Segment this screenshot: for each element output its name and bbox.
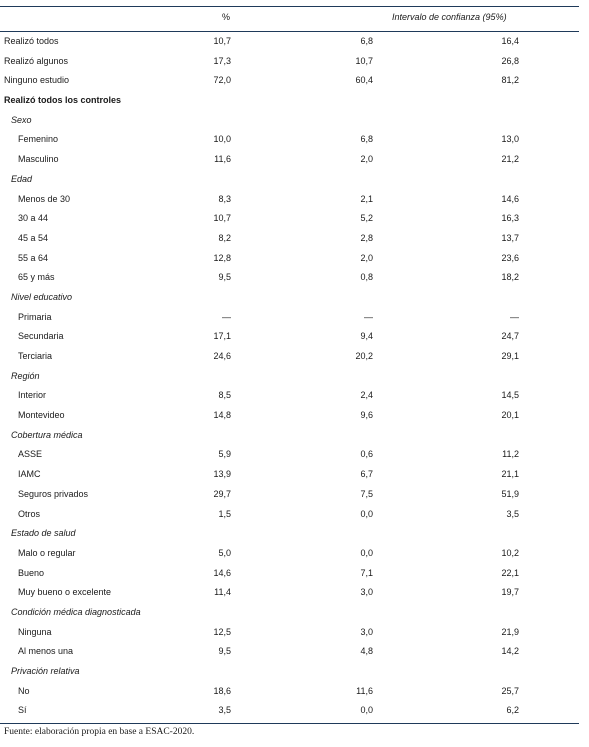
table-row (0, 91, 579, 111)
table-body (0, 32, 579, 721)
value-percent: 10,0 (213, 134, 231, 145)
value-ci-lower: 10,7 (355, 55, 373, 66)
row-label: Bueno (18, 567, 45, 578)
value-percent: 17,3 (213, 55, 231, 66)
table-row (0, 229, 579, 249)
value-percent: 1,5 (218, 508, 231, 519)
source-note: Fuente: elaboración propia en base a ESAC-2020. (4, 727, 195, 737)
header-confidence-interval: Intervalo de confianza (95%) (392, 12, 507, 22)
table-row (0, 130, 579, 150)
table-row (0, 544, 579, 564)
value-ci-lower: 3,0 (360, 587, 373, 598)
value-ci-upper: 14,5 (501, 390, 519, 401)
value-percent: 29,7 (213, 488, 231, 499)
value-ci-upper: 14,6 (501, 193, 519, 204)
value-ci-lower: 9,6 (360, 410, 373, 421)
value-ci-lower: 0,6 (360, 449, 373, 460)
table-row (0, 445, 579, 465)
value-percent: 72,0 (213, 75, 231, 86)
value-ci-upper: 11,2 (502, 449, 519, 460)
value-ci-lower: 6,7 (360, 469, 373, 480)
value-ci-upper: 13,0 (501, 134, 519, 145)
row-label: Privación relativa (11, 666, 80, 676)
value-percent: 12,5 (213, 626, 231, 637)
value-ci-lower: 2,1 (360, 193, 373, 204)
table-row (0, 583, 579, 603)
value-ci-lower: 7,5 (360, 488, 373, 499)
row-label: ASSE (18, 449, 43, 460)
row-label: Estado de salud (11, 528, 76, 539)
data-table (0, 6, 579, 724)
row-label: Menos de 30 (18, 193, 71, 204)
value-ci-upper: 29,1 (501, 351, 519, 361)
table-row (0, 209, 579, 229)
table-header (0, 6, 579, 32)
row-label: Realizó todos los controles (4, 95, 122, 106)
row-label: Ninguna (18, 626, 52, 637)
table-row (0, 406, 579, 426)
value-ci-lower: 11,6 (356, 685, 373, 696)
table-row (0, 249, 579, 269)
table-row (0, 701, 579, 721)
value-ci-upper: 16,3 (501, 213, 519, 224)
value-ci-lower: 60,4 (355, 75, 373, 86)
table-row (0, 32, 579, 52)
table-row (0, 367, 579, 387)
value-percent: 14,6 (213, 567, 231, 578)
row-label: Masculino (18, 154, 59, 165)
table-row (0, 327, 579, 347)
value-ci-upper: 16,4 (501, 36, 519, 46)
row-label: Sexo (11, 114, 32, 125)
table-row (0, 623, 579, 643)
table-row (0, 52, 579, 72)
row-label: Ninguno estudio (4, 75, 70, 86)
row-label: Región (11, 370, 40, 381)
value-ci-lower: 20,2 (355, 351, 373, 361)
value-percent: 13,9 (213, 469, 231, 480)
value-percent: 10,7 (213, 36, 231, 46)
row-label: 65 y más (18, 272, 55, 283)
value-ci-upper: 10,2 (501, 547, 519, 558)
value-percent: 10,7 (213, 213, 231, 224)
row-label: 30 a 44 (18, 213, 49, 224)
row-label: Malo o regular (18, 547, 76, 558)
value-ci-upper: 6,2 (506, 705, 519, 716)
row-label: IAMC (18, 469, 41, 480)
value-ci-upper: 26,8 (501, 55, 519, 66)
row-label: Femenino (18, 134, 59, 145)
row-label: Al menos una (18, 646, 74, 657)
table-bottom-rule (0, 723, 579, 724)
row-label: Condición médica diagnosticada (11, 606, 141, 617)
value-ci-upper: 3,5 (506, 508, 519, 519)
row-label: Terciaria (18, 351, 53, 361)
value-ci-lower: 2,0 (360, 252, 373, 263)
value-percent: 8,3 (218, 193, 231, 204)
value-percent: 9,5 (218, 646, 231, 657)
value-ci-upper: 25,7 (501, 685, 519, 696)
value-ci-lower: 2,4 (360, 390, 373, 401)
value-percent: 17,1 (213, 331, 231, 342)
value-ci-lower: 0,0 (360, 705, 373, 716)
value-ci-lower: 0,8 (360, 272, 373, 283)
row-label: Primaria (18, 311, 52, 322)
value-percent: 11,6 (214, 154, 231, 165)
value-percent: 5,9 (218, 449, 231, 460)
value-ci-lower: — (364, 311, 373, 322)
row-label: 55 a 64 (18, 252, 49, 263)
table-row (0, 642, 579, 662)
row-label: No (18, 685, 30, 696)
value-ci-upper: 21,2 (501, 154, 519, 165)
value-ci-upper: 20,1 (501, 410, 519, 421)
table-row (0, 505, 579, 525)
value-ci-lower: 2,8 (360, 232, 373, 243)
table-row (0, 564, 579, 584)
value-ci-upper: — (510, 311, 519, 322)
value-ci-lower: 3,0 (360, 626, 373, 637)
value-ci-upper: 19,7 (501, 587, 519, 598)
table-row (0, 308, 579, 328)
row-label: Nivel educativo (11, 291, 73, 302)
table-row (0, 485, 579, 505)
row-label: Interior (18, 390, 47, 401)
value-ci-upper: 21,1 (501, 469, 519, 480)
row-label: Muy bueno o excelente (18, 587, 112, 598)
value-ci-upper: 51,9 (501, 488, 519, 499)
table-row (0, 524, 579, 544)
value-percent: 5,0 (218, 547, 231, 558)
value-ci-lower: 2,0 (360, 154, 373, 165)
table-row (0, 288, 579, 308)
table-row (0, 190, 579, 210)
row-label: Montevideo (18, 410, 65, 421)
header-percent: % (222, 12, 231, 22)
table-row (0, 150, 579, 170)
row-label: 45 a 54 (18, 232, 49, 243)
table-row (0, 268, 579, 288)
table-row (0, 426, 579, 446)
row-label: Secundaria (18, 331, 64, 342)
table-row (0, 170, 579, 190)
row-label: Edad (11, 173, 33, 184)
value-ci-lower: 5,2 (360, 213, 373, 224)
table-row (0, 465, 579, 485)
table-row (0, 386, 579, 406)
value-percent: 24,6 (213, 351, 231, 361)
value-ci-upper: 18,2 (501, 272, 519, 283)
value-percent: — (222, 311, 231, 322)
table-row (0, 71, 579, 91)
value-ci-upper: 24,7 (501, 331, 519, 342)
row-label: Seguros privados (18, 488, 89, 499)
value-percent: 3,5 (218, 705, 231, 716)
value-percent: 8,5 (218, 390, 231, 401)
table-row (0, 662, 579, 682)
value-ci-upper: 22,1 (501, 567, 519, 578)
value-ci-upper: 23,6 (501, 252, 519, 263)
value-ci-lower: 9,4 (360, 331, 373, 342)
value-ci-lower: 0,0 (360, 508, 373, 519)
value-ci-upper: 81,2 (501, 75, 519, 86)
value-percent: 14,8 (213, 410, 231, 421)
table-row (0, 682, 579, 702)
row-label: Realizó todos (4, 36, 59, 46)
value-percent: 18,6 (213, 685, 231, 696)
row-label: Otros (18, 508, 41, 519)
row-label: Realizó algunos (4, 55, 69, 66)
value-ci-upper: 14,2 (501, 646, 519, 657)
value-ci-lower: 6,8 (360, 134, 373, 145)
value-percent: 8,2 (218, 232, 231, 243)
value-ci-lower: 4,8 (360, 646, 373, 657)
table-row (0, 603, 579, 623)
value-percent: 12,8 (213, 252, 231, 263)
value-ci-lower: 6,8 (360, 36, 373, 46)
value-ci-upper: 21,9 (501, 626, 519, 637)
row-label: Cobertura médica (11, 429, 83, 440)
table-row (0, 111, 579, 131)
value-ci-upper: 13,7 (501, 232, 519, 243)
value-percent: 9,5 (218, 272, 231, 283)
value-ci-lower: 7,1 (360, 567, 373, 578)
row-label: Sí (18, 705, 27, 716)
value-percent: 11,4 (214, 587, 231, 598)
value-ci-lower: 0,0 (360, 547, 373, 558)
table-row (0, 347, 579, 367)
